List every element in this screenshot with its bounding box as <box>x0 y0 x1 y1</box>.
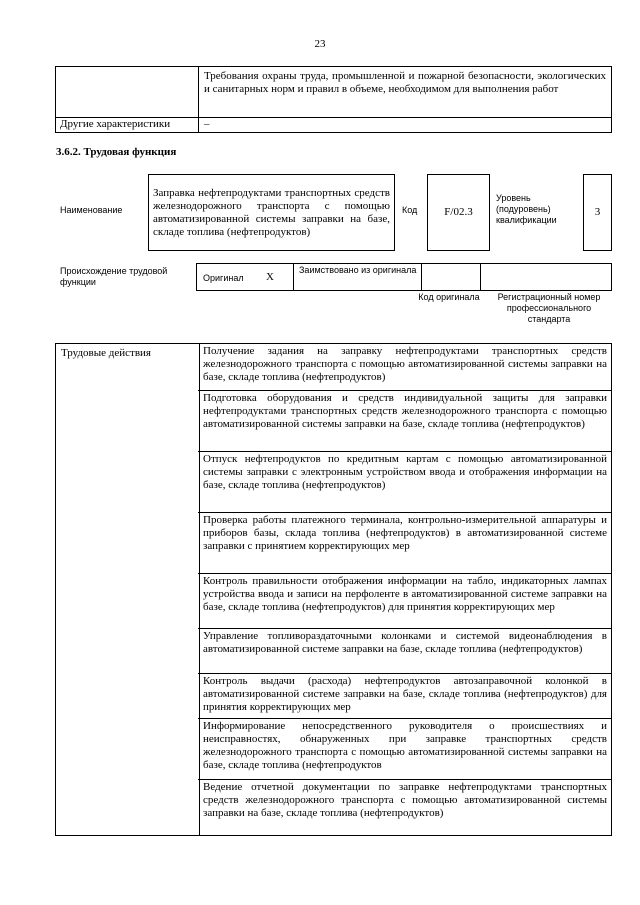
labor-action-item: Информирование непосредственного руководителя о происшествиях и неисправностях, обнаруженных при заправке транспортных средств железнодорожного транспорта с помощью автоматизированной системы заправки на базе, складе топлива (нефтепродуктов <box>203 720 607 771</box>
code-value: F/02.3 <box>444 206 473 218</box>
name-label: Наименование <box>60 205 123 215</box>
row-divider <box>198 451 612 452</box>
row-divider <box>198 512 612 513</box>
labor-action-item: Контроль выдачи (расхода) нефтепродуктов автозаправочной колонкой в автоматизированной системе заправки на базе, складе топлива (нефтепродуктов) для принятия корректирующих мер <box>203 675 607 713</box>
labor-action-item: Ведение отчетной документации по заправке нефтепродуктами транспортных средств железнодорожного транспорта с помощью автоматизированной системы заправки на базе, складе топлива (нефтепродуктов) <box>203 781 607 819</box>
reg-number-caption: Регистрационный номер профессионального стандарта <box>497 292 601 324</box>
labor-action-item: Проверка работы платежного терминала, контрольно-измерительной аппаратуры и приборов базы, склада топлива (нефтепродуктов) в автоматизированной системе заправки с принятием корректирующих мер <box>203 514 607 552</box>
row-divider <box>198 390 612 391</box>
labor-action-item: Контроль правильности отображения информации на табло, индикаторных лампах устройства ввода и записи на перфоленте в автоматизированной системе заправки на базе, складе топлива (нефтепродуктов) для принятия корректирующих мер <box>203 575 607 613</box>
borrowed-label: Заимствовано из оригинала <box>299 265 417 275</box>
row-divider <box>198 779 612 780</box>
labor-action-item: Подготовка оборудования и средств индивидуальной защиты для заправки нефтепродуктами транспортных средств железнодорожного транспорта с помощью автоматизированной системы заправки на базе, складе топлива (нефтепродуктов) <box>203 392 607 430</box>
section-heading: 3.6.2. Трудовая функция <box>56 146 177 158</box>
requirements-text: Требования охраны труда, промышленной и пожарной безопасности, экологических и санитарных норм и правил в объеме, необходимом для выполнения работ <box>204 70 606 95</box>
actions-label: Трудовые действия <box>61 347 151 359</box>
code-label: Код <box>402 205 418 215</box>
origin-table <box>196 263 612 291</box>
level-label: Уровень (подуровень) квалификации <box>496 193 557 225</box>
function-name: Заправка нефтепродуктами транспортных средств железнодорожного транспорта с помощью автоматизированной системы заправки на базе, складе топлива (нефтепродуктов) <box>153 186 390 238</box>
labor-action-item: Отпуск нефтепродуктов по кредитным картам с помощью автоматизированной системы заправки с электронным устройством ввода и отображения информации на базе, складе топлива (нефтепродуктов) <box>203 453 607 491</box>
level-cell <box>583 174 612 251</box>
top-table <box>55 66 612 133</box>
labor-action-item: Получение задания на заправку нефтепродуктами транспортных средств железнодорожного транспорта с помощью автоматизированной системы заправки на базе, складе топлива (нефтепродуктов) <box>203 345 607 383</box>
page-number: 23 <box>314 38 326 50</box>
function-name-cell <box>148 174 395 251</box>
row-divider <box>198 718 612 719</box>
origin-label: Происхождение трудовой функции <box>60 266 168 287</box>
row-divider <box>198 673 612 674</box>
level-value: 3 <box>594 206 601 218</box>
other-characteristics-label: Другие характеристики <box>60 118 171 130</box>
code-cell <box>427 174 490 251</box>
row-divider <box>198 573 612 574</box>
row-divider <box>198 628 612 629</box>
original-mark: Х <box>266 271 274 283</box>
labor-action-item: Управление топливораздаточными колонками и системой видеонаблюдения в автоматизированной системе заправки на базе, складе топлива (нефтепродуктов) <box>203 630 607 655</box>
original-code-caption: Код оригинала <box>418 292 480 302</box>
original-label: Оригинал <box>203 273 244 283</box>
other-characteristics-value: – <box>204 118 210 130</box>
